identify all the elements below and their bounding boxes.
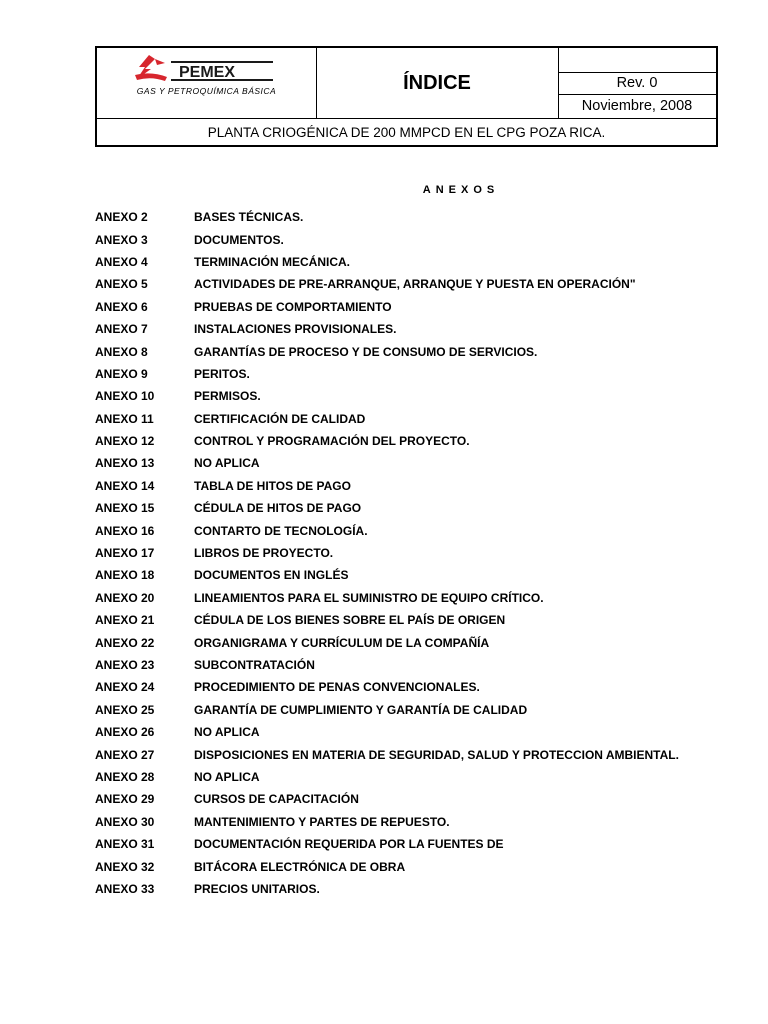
- list-item: [95, 385, 735, 407]
- annex-number: ANEXO 5: [95, 277, 148, 292]
- annex-number: ANEXO 3: [95, 232, 148, 247]
- list-item: [95, 430, 735, 452]
- list-item: [95, 855, 735, 877]
- list-item: [95, 788, 735, 810]
- annex-number: ANEXO 29: [95, 792, 155, 807]
- logo-wordmark: PEMEX: [179, 64, 236, 81]
- annex-title: PRECIOS UNITARIOS.: [194, 881, 320, 896]
- annex-number: ANEXO 23: [95, 658, 155, 672]
- annex-title: CONTARTO DE TECNOLOGÍA.: [194, 523, 368, 538]
- revision-date: Noviembre, 2008: [581, 98, 693, 114]
- annex-title: NO APLICA: [194, 769, 260, 784]
- annex-number: ANEXO 16: [95, 523, 155, 538]
- list-item: [95, 564, 735, 586]
- annex-title: CÉDULA DE LOS BIENES SOBRE EL PAÍS DE ORIGEN: [194, 613, 506, 628]
- list-item: [95, 340, 735, 362]
- annex-number: ANEXO 14: [95, 478, 155, 493]
- annex-title: CURSOS DE CAPACITACIÓN: [194, 792, 359, 807]
- annex-title: PRUEBAS DE COMPORTAMIENTO: [194, 299, 392, 314]
- annex-title: CERTIFICACIÓN DE CALIDAD: [194, 411, 366, 426]
- annex-number: ANEXO 7: [95, 322, 148, 337]
- annex-title: TABLA DE HITOS DE PAGO: [194, 478, 351, 493]
- list-item: [95, 631, 735, 653]
- document-header: [95, 46, 718, 147]
- annex-title: DOCUMENTOS EN INGLÉS: [194, 568, 349, 583]
- annex-number: ANEXO 25: [95, 702, 155, 717]
- annex-number: ANEXO 24: [95, 680, 155, 695]
- list-item: [95, 609, 735, 631]
- list-item: [95, 721, 735, 743]
- annex-title: PROCEDIMIENTO DE PENAS CONVENCIONALES.: [194, 680, 480, 695]
- list-item: [95, 743, 735, 765]
- annex-number: ANEXO 27: [95, 747, 155, 762]
- logo-cell: [97, 48, 317, 118]
- annex-title: INSTALACIONES PROVISIONALES.: [194, 322, 397, 337]
- list-item: [95, 519, 735, 541]
- list-item: [95, 228, 735, 250]
- annex-title: LIBROS DE PROYECTO.: [194, 546, 334, 561]
- annex-title: PERITOS.: [194, 366, 250, 381]
- annex-number: ANEXO 10: [95, 389, 155, 404]
- annex-number: ANEXO 22: [95, 635, 155, 650]
- annex-number: ANEXO 32: [95, 859, 155, 874]
- annex-title: DISPOSICIONES EN MATERIA DE SEGURIDAD, SALUD Y PROTECCION AMBIENTAL.: [194, 747, 679, 762]
- list-item: [95, 811, 735, 833]
- annex-number: ANEXO 31: [95, 837, 155, 852]
- annex-number: ANEXO 6: [95, 299, 148, 314]
- revision-number: Rev. 0: [558, 72, 716, 95]
- annex-number: ANEXO 15: [95, 501, 155, 516]
- list-item: [95, 363, 735, 385]
- annex-title: SUBCONTRATACIÓN: [194, 658, 315, 672]
- document-title: ÍNDICE: [316, 48, 559, 118]
- list-item: [95, 699, 735, 721]
- list-item: [95, 452, 735, 474]
- list-item: [95, 206, 735, 228]
- annex-title: GARANTÍA DE CUMPLIMIENTO Y GARANTÍA DE CALIDAD: [194, 702, 528, 717]
- logo-subtitle: GAS Y PETROQUÍMICA BÁSICA: [136, 86, 277, 96]
- annex-title: BASES TÉCNICAS.: [194, 210, 304, 225]
- list-item: [95, 475, 735, 497]
- annex-number: ANEXO 33: [95, 881, 155, 896]
- section-heading: ANEXOS: [422, 184, 500, 196]
- annex-number: ANEXO 18: [95, 568, 155, 583]
- blank-cell: [558, 48, 716, 73]
- list-item: [95, 318, 735, 340]
- list-item: [95, 296, 735, 318]
- annex-number: ANEXO 30: [95, 814, 155, 829]
- annex-number: ANEXO 11: [95, 411, 154, 426]
- annex-title: PERMISOS.: [194, 389, 261, 404]
- annex-title: CÉDULA DE HITOS DE PAGO: [194, 501, 362, 516]
- annex-number: ANEXO 12: [95, 434, 155, 449]
- list-item: [95, 833, 735, 855]
- list-item: [95, 408, 735, 430]
- list-item: [95, 497, 735, 519]
- annex-title: GARANTÍAS DE PROCESO Y DE CONSUMO DE SERVICIOS.: [194, 344, 538, 359]
- annex-number: ANEXO 2: [95, 210, 148, 225]
- annex-title: NO APLICA: [194, 725, 260, 740]
- list-item: [95, 542, 735, 564]
- annex-title: CONTROL Y PROGRAMACIÓN DEL PROYECTO.: [194, 434, 470, 449]
- annex-title: LINEAMIENTOS PARA EL SUMINISTRO DE EQUIPO CRÍTICO.: [194, 590, 544, 605]
- document-subtitle: PLANTA CRIOGÉNICA DE 200 MMPCD EN EL CPG POZA RICA.: [97, 118, 716, 145]
- annex-number: ANEXO 13: [95, 456, 155, 471]
- list-item: [95, 654, 735, 676]
- annex-number: ANEXO 9: [95, 366, 148, 381]
- annex-number: ANEXO 17: [95, 546, 155, 561]
- annex-number: ANEXO 28: [95, 769, 155, 784]
- list-item: [95, 766, 735, 788]
- annex-title: ORGANIGRAMA Y CURRÍCULUM DE LA COMPAÑÍA: [194, 635, 490, 650]
- annex-title: NO APLICA: [194, 456, 260, 471]
- annex-number: ANEXO 21: [95, 613, 155, 628]
- annex-title: DOCUMENTOS.: [194, 232, 284, 247]
- annex-title: TERMINACIÓN MECÁNICA.: [194, 254, 350, 269]
- annex-title: BITÁCORA ELECTRÓNICA DE OBRA: [194, 859, 406, 874]
- annex-title: DOCUMENTACIÓN REQUERIDA POR LA FUENTES DE: [194, 837, 504, 852]
- annex-list: [95, 206, 735, 900]
- annex-title: MANTENIMIENTO Y PARTES DE REPUESTO.: [194, 814, 450, 829]
- list-item: [95, 273, 735, 295]
- list-item: [95, 676, 735, 698]
- annex-number: ANEXO 8: [95, 344, 148, 359]
- annex-number: ANEXO 26: [95, 725, 155, 740]
- annex-title: ACTIVIDADES DE PRE-ARRANQUE, ARRANQUE Y PUESTA EN OPERACIÓN": [194, 277, 636, 292]
- annex-number: ANEXO 4: [95, 254, 148, 269]
- list-item: [95, 587, 735, 609]
- list-item: [95, 251, 735, 273]
- revision-cell: [558, 48, 716, 118]
- annex-number: ANEXO 20: [95, 590, 155, 605]
- list-item: [95, 878, 735, 900]
- pemex-logo-icon: [131, 53, 281, 87]
